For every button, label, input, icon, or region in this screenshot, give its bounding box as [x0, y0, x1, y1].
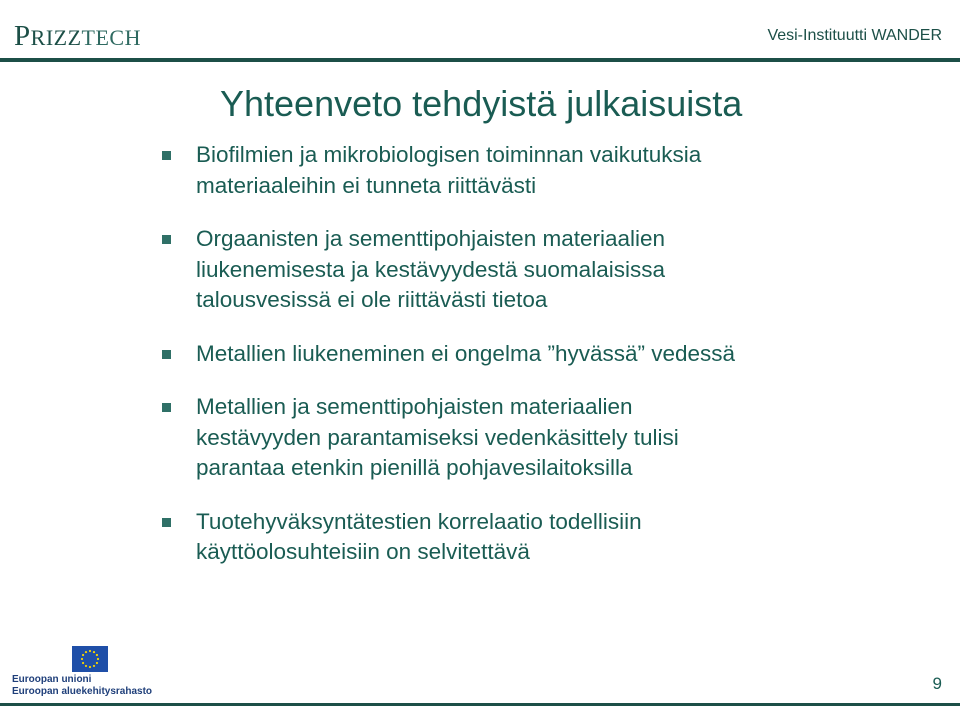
bullet-item: [160, 507, 920, 568]
brand-rest: RIZZ: [30, 25, 82, 50]
eu-star-icon: [96, 654, 98, 656]
bullet-square-icon: [162, 151, 171, 160]
header-divider: [0, 58, 960, 62]
eu-star-icon: [96, 662, 98, 664]
eu-star-icon: [97, 658, 99, 660]
eu-star-icon: [89, 666, 91, 668]
slide-title: Yhteenveto tehdyistä julkaisuista: [220, 83, 743, 124]
bullet-line: talousvesissä ei ole riittävästi tietoa: [196, 287, 548, 312]
institute-name: Vesi-Instituutti WANDER: [767, 27, 942, 44]
bullet-line: käyttöolosuhteisiin on selvitettävä: [196, 539, 530, 564]
bullet-item: [160, 140, 920, 201]
eu-star-icon: [85, 665, 87, 667]
brand-tech: TECH: [81, 25, 141, 50]
bullet-line: materiaaleihin ei tunneta riittävästi: [196, 172, 537, 198]
eu-star-icon: [81, 658, 83, 660]
bullet-item: [160, 339, 920, 370]
eu-star-icon: [89, 650, 91, 652]
bullet-line: kestävyyden parantamiseksi vedenkäsittely tulisi: [196, 424, 679, 450]
page-number: 9: [932, 674, 942, 693]
eu-funding-text: [12, 674, 152, 698]
eu-fund-label: Euroopan aluekehitysrahasto: [12, 686, 153, 697]
bullet-line: parantaa etenkin pienillä pohjavesilaitoksilla: [196, 455, 633, 480]
eu-star-icon: [93, 665, 95, 667]
bullet-line: Orgaanisten ja sementtipohjaisten materiaalien: [196, 226, 666, 251]
bullet-line: liukenemisesta ja kestävyydestä suomalaisissa: [196, 256, 665, 282]
bullet-square-icon: [162, 518, 171, 527]
bullet-line: Metallien liukeneminen ei ongelma ”hyvässä” vedessä: [196, 340, 736, 366]
footer-divider: [0, 703, 960, 706]
bullet-line: Tuotehyväksyntätestien korrelaatio todellisiin: [196, 508, 642, 534]
eu-star-icon: [82, 662, 84, 664]
bullet-square-icon: [162, 403, 171, 412]
bullet-item: [160, 392, 920, 484]
bullet-line: Biofilmien ja mikrobiologisen toiminnan vaikutuksia: [196, 142, 702, 167]
eu-star-icon: [93, 651, 95, 653]
eu-star-icon: [85, 651, 87, 653]
eu-union-label: Euroopan unioni: [12, 674, 92, 685]
eu-flag-icon: [72, 646, 108, 672]
bullet-item: [160, 224, 920, 316]
bullet-line: Metallien ja sementtipohjaisten materiaalien: [196, 394, 633, 419]
bullet-list: [160, 140, 920, 568]
bullet-square-icon: [162, 235, 171, 244]
eu-star-icon: [82, 654, 84, 656]
bullet-square-icon: [162, 350, 171, 359]
prizztech-logo: [14, 22, 141, 51]
brand-first-letter: P: [14, 20, 31, 52]
